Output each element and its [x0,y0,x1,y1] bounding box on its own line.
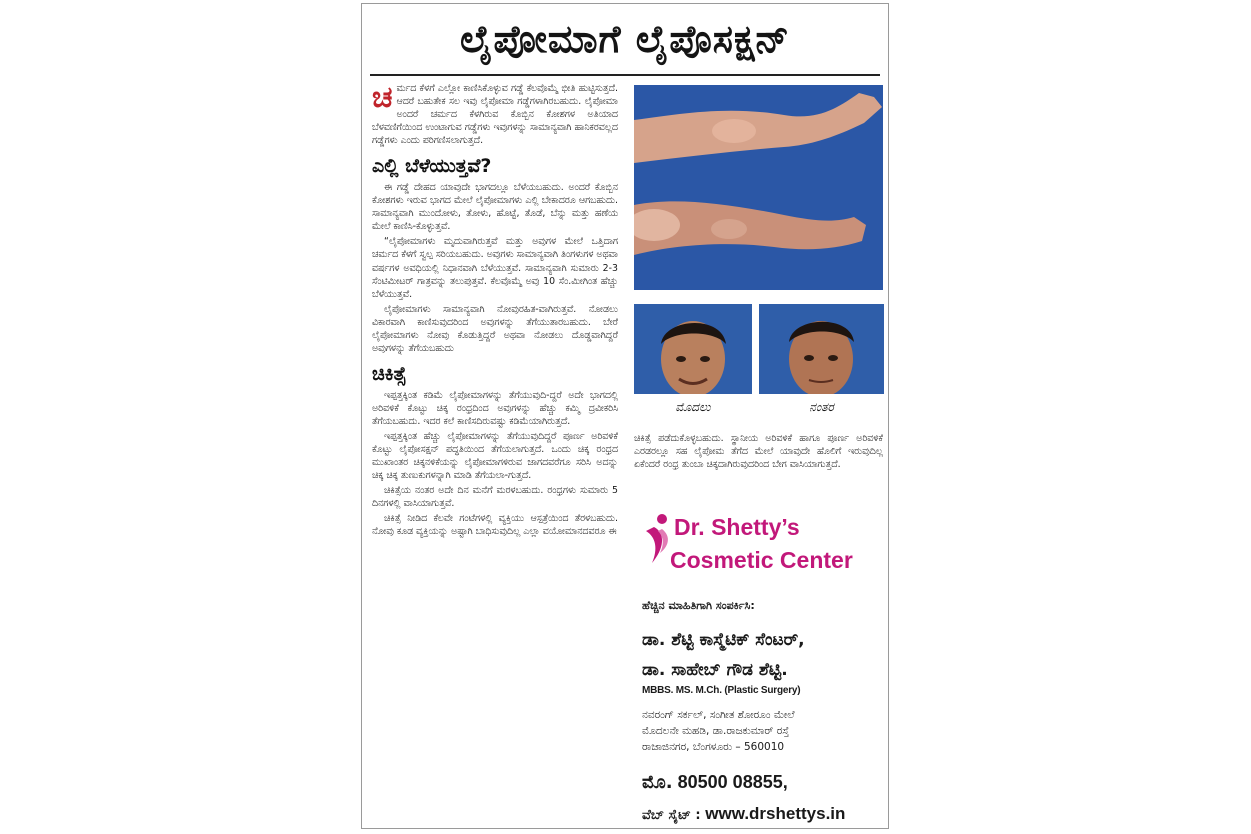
section-heading-treatment: ಚಿಕಿತ್ಸೆ [372,362,407,385]
before-face-illustration [634,304,752,394]
logo-line-2: Cosmetic Center [670,547,853,573]
drop-cap: ಚ [372,82,393,115]
phone-number[interactable]: 80500 08855, [677,772,788,792]
paragraph: ಲೈಪೋಮಾಗಳು ಸಾಮಾನ್ಯವಾಗಿ ನೋವುರಹಿತ-ವಾಗಿರುತ್ತವೆ. ನೋಡಲು ವಿಕಾರವಾಗಿ ಕಾಣಿಸುವುದರಿಂದ ಅವುಗಳನ್ನು ತೆಗೆಯುತಾರಬಹುದು. ಬೇರೆ ಲೈಪೋಮಾಗಳು ನೋವು ಕೊಡುತ್ತಿದ್ದರೆ ಅಥವಾ ನೋಡಲು ದೊಡ್ಡವಾಗಿದ್ದರೆ ಅವುಗಳನ್ನು ತೆಗೆಯಬಹುದು [372,303,618,354]
right-column [634,82,884,822]
after-photo [759,304,884,394]
headline: ಲೈಪೋಮಾಗೆ ಲೈಪೊಸಕ್ಷನ್ [460,17,790,61]
newspaper-page [361,3,889,829]
logo-text [670,511,853,577]
before-caption: ಮೊದಲು [675,400,711,414]
paragraph: ಚಿಕಿತ್ಸೆಯ ನಂತರ ಅದೇ ದಿನ ಮನೆಗೆ ಮರಳಬಹುದು. ರಂಧ್ರಗಳು ಸುಮಾರು 5 ದಿನಗಳಲ್ಲಿ ವಾಸಿಯಾಗುತ್ತವೆ. [372,485,618,510]
clinic-logo [644,507,879,585]
section-heading-where: ಎಲ್ಲಿ ಬೆಳೆಯುತ್ತವೆ? [372,155,492,178]
headline-rule [370,74,880,76]
address-line-2: ಮೊದಲನೇ ಮಹಡಿ, ಡಾ.ರಾಜಕುಮಾರ್ ರಸ್ತೆ [642,725,790,737]
clinic-address [642,707,882,755]
before-photo [634,304,752,394]
phone-prefix: ಮೊ. [642,772,673,793]
paragraph: ಇಪ್ಪತ್ತಕ್ಕಿಂತ ಹೆಚ್ಚು ಲೈಪೋಮಾಗಳನ್ನು ತೆಗೆಯುವುದಿದ್ದರೆ ಪೂರ್ಣ ಅರಿವಳಿಕೆ ಕೊಟ್ಟು ಲೈಪೋಸಕ್ಷನ್ ಪದ್ಧತಿಯಿಂದ ತೆಗೆಯಲಾಗುತ್ತದೆ. ಒಂದು ಚಿಕ್ಕ ರಂಧ್ರದ ಮುಖಾಂತರ ಚಿಕ್ಕನಳಿಕೆಯನ್ನು ಲೈಪೋಮಾಗಳಿರುವ ಜಾಗದವರೆಗೂ ಸರಿಸಿ ಅದನ್ನು ಚಿಕ್ಕ ಚಿಕ್ಕ ತುಣುಕುಗಳನ್ನಾಗಿ ಮಾಡಿ ತೆಗೆಯಲಾ-ಗುತ್ತದೆ. [372,430,618,482]
paragraph: ಈ ಗಡ್ಡೆ ದೇಹದ ಯಾವುದೇ ಭಾಗದಲ್ಲೂ ಬೆಳೆಯಬಹುದು. ಅಂದರೆ ಕೊಬ್ಬಿನ ಕೋಶಗಳು ಇರುವ ಭಾಗದ ಮೇಲೆ ಲೈಪೋಮಾಗಳು ಎಲ್ಲಿ ಬೇಕಾದರೂ ಆಗಬಹುದು. ಸಾಮಾನ್ಯವಾಗಿ ಮುಂದೋಳು, ತೋಳು, ಹೊಟ್ಟೆ, ತೊಡೆ, ಬೆನ್ನು ಮತ್ತು ಹಣೆಯ ಮೇಲೆ ಕಾಣಿಸಿ-ಕೊಳ್ಳುತ್ತವೆ. [372,182,618,233]
paragraph: “ಲೈಪೋಮಾಗಳು ಮೃದುವಾಗಿರುತ್ತವೆ ಮತ್ತು ಅವುಗಳ ಮೇಲೆ ಒತ್ತಿದಾಗ ಚರ್ಮದ ಕೆಳಗೆ ಸ್ವಲ್ಪ ಸರಿಯಬಹುದು. ಅವುಗಳು ಸಾಮಾನ್ಯವಾಗಿ ತಿಂಗಳುಗಳ ಅಥವಾ ವರ್ಷಗಳ ಅವಧಿಯಲ್ಲಿ ನಿಧಾನವಾಗಿ ಬೆಳೆಯುತ್ತವೆ. ಸಾಮಾನ್ಯವಾಗಿ ಸುಮಾರು 2-3 ಸೆಂಟಿಮೀಟರ್ ಗಾತ್ರವನ್ನು ತಲುಪುತ್ತವೆ. ಕೆಲವೊಮ್ಮೆ ಅವು 10 ಸೆಂ.ಮೀಗಿಂತ ಹೆಚ್ಚು ಬೆಳೆಯುತ್ತವೆ. [372,236,618,300]
website-prefix: ವೆಬ್ ಸೈಟ್ : [642,808,701,823]
address-line-3: ರಾಜಾಜಿನಗರ, ಬೆಂಗಳೂರು – 560010 [642,741,785,753]
logo-line-1: Dr. Shetty’s [674,514,800,540]
contact-label: ಹೆಚ್ಚಿನ ಮಾಹಿತಿಗಾಗಿ ಸಂಪರ್ಕಿಸಿ: [642,599,755,612]
article-column [372,82,618,822]
arms-illustration [634,85,883,290]
address-line-1: ನವರಂಗ್ ಸರ್ಕಲ್, ಸಂಗೀತ ಶೋರೂಂ ಮೇಲೆ [642,709,795,721]
clinic-name: ಡಾ. ಶೆಟ್ಟಿ ಕಾಸ್ಮೆಟಿಕ್ ಸೆಂಟರ್, [642,630,805,650]
website-link[interactable]: www.drshettys.in [705,804,846,823]
intro-text: ರ್ಮದ ಕೆಳಗೆ ಎಲ್ಲೋ ಕಾಣಿಸಿಕೊಳ್ಳುವ ಗಡ್ಡೆ ಕೆಲವೊಮ್ಮೆ ಭೀತಿ ಹುಟ್ಟಿಸುತ್ತದೆ. ಆದರೆ ಬಹುತೇಕ ಸಲ ಇವು ಲೈಪೋಮಾ ಗಡ್ಡೆಗಳಾಗಿರಬಹುದು. ಲೈಪೋಮಾ ಅಂದರೆ ಚರ್ಮದ ಕೆಳಗಿರುವ ಕೊಬ್ಬಿನ ಕೋಶಗಳ ಅತಿಯಾದ ಬೆಳವಣಿಗೆಯಿಂದ ಉಂಟಾಗುವ ಗಡ್ಡೆಗಳು ಇವುಗಳನ್ನು ಸಾಮಾನ್ಯವಾಗಿ ಹಾನಿಕರವಲ್ಲದ ಗಡ್ಡೆಗಳು ಎಂದು ಪರಿಗಣಿಸಲಾಗುತ್ತದೆ. [372,83,618,147]
after-caption: ನಂತರ [809,400,834,414]
paragraph: ಇಪ್ಪತ್ತಕ್ಕಿಂತ ಕಡಿಮೆ ಲೈಪೋಮಾಗಳನ್ನು ತೆಗೆಯುವುದಿ-ದ್ದರೆ ಅದೇ ಭಾಗದಲ್ಲಿ ಅರಿವಳಿಕೆ ಕೊಟ್ಟು ಚಿಕ್ಕ ರಂಧ್ರದಿಂದ ಅವುಗಳನ್ನು ಹೆಚ್ಚು ಕಮ್ಮಿ ದ್ರವೀಕರಿಸಿ ತೆಗೆಯಬಹುದು. ಇದರ ಕಲೆ ಕಾಣಿಸದಿರುವಷ್ಟು ಕಡಿಮೆಯಾಗಿರುತ್ತದೆ. [372,389,618,427]
paragraph: ಚಿಕಿತ್ಸೆ ನೀಡಿದ ಕೆಲವೇ ಗಂಟೆಗಳಲ್ಲಿ ವ್ಯಕ್ತಿಯು ಆಸ್ಪತ್ರೆಯಿಂದ ತೆರಳಬಹುದು. ನೋವು ಕೂಡ ವ್ಯಕ್ತಿಯನ್ನು ಅಷ್ಟಾಗಿ ಬಾಧಿಸುವುದಿಲ್ಲ ಎಲ್ಲಾ ವಯೋಮಾನದವರೂ ಈ [372,513,618,538]
lipoma-arms-photo [634,85,883,290]
intro-paragraph [372,82,618,147]
after-face-illustration [759,304,884,394]
doctor-degrees: MBBS. MS. M.Ch. (Plastic Surgery) [642,685,801,696]
phone-line [642,772,788,793]
doctor-name: ಡಾ. ಸಾಹೇಬ್ ಗೌಡ ಶೆಟ್ಟಿ. [642,660,788,680]
website-line [642,804,845,824]
right-column-text: ಚಿಕಿತ್ಸೆ ಪಡೆದುಕೊಳ್ಳಬಹುದು. ಸ್ಥಾನೀಯ ಅರಿವಳಿಕೆ ಹಾಗೂ ಪೂರ್ಣ ಅರಿವಳಿಕೆ ಎರಡರಲ್ಲೂ ಸಹ ಲೈಪೋಮ ತೆಗೆದ ಮೇಲೆ ಯಾವುದೇ ಹೊಲಿಗೆ ಇರುವುದಿಲ್ಲ ಏಕೆಂದರೆ ರಂಧ್ರ ತುಂಬಾ ಚಿಕ್ಕದಾಗಿರುವುದರಿಂದ ಬೇಗ ವಾಸಿಯಾಗುತ್ತದೆ. [634,433,883,471]
